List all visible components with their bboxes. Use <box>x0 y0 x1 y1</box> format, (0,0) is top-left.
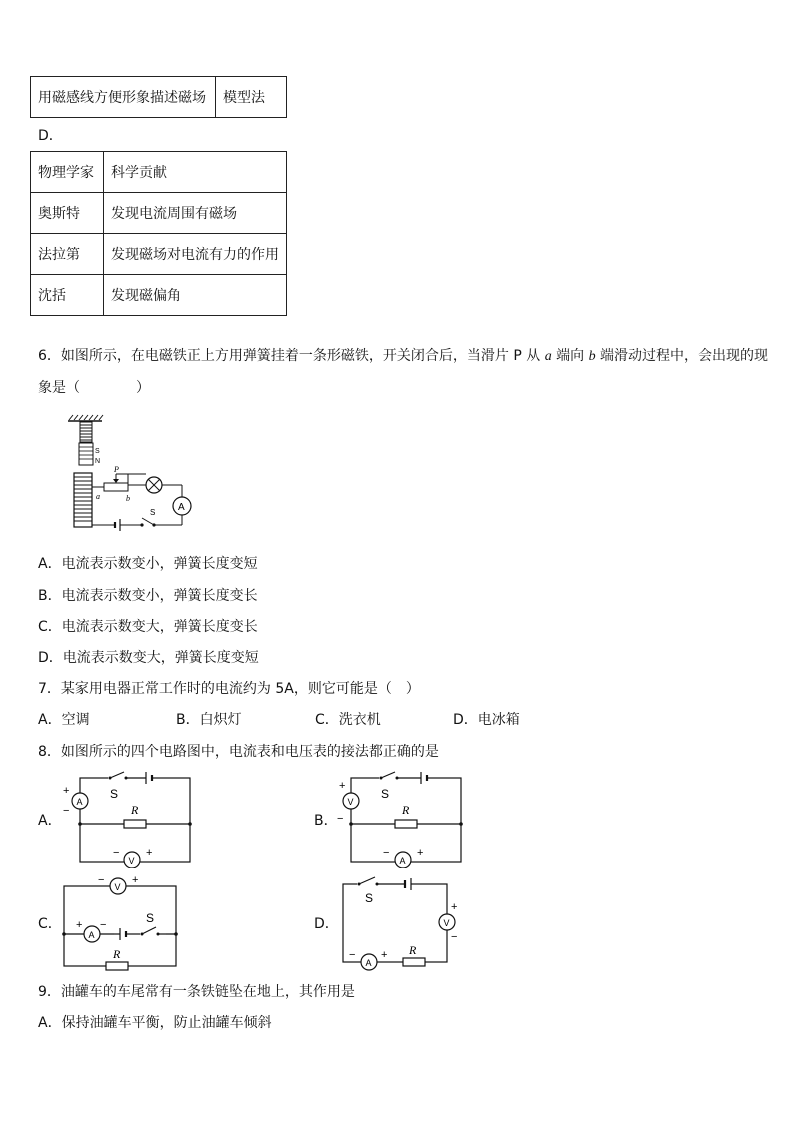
table-cell: 发现磁偏角 <box>104 275 287 316</box>
q8-circuit-c <box>58 872 198 972</box>
q6-stem-line2: 象是（ ） <box>38 380 150 396</box>
svg-text:+: + <box>451 901 458 913</box>
table-cell: 沈括 <box>31 275 104 316</box>
table-cell: 法拉第 <box>31 234 104 275</box>
label-p: P <box>114 465 119 474</box>
label-s-pole: S <box>95 448 100 455</box>
q8-circuit-d <box>333 872 473 972</box>
svg-text:+: + <box>76 919 83 931</box>
table-cell: 科学贡献 <box>104 152 287 193</box>
svg-text:−: − <box>100 919 107 931</box>
ammeter-label: A <box>178 502 185 513</box>
svg-text:−: − <box>349 949 356 961</box>
q8-circuit-a <box>58 768 198 868</box>
svg-text:−: − <box>113 847 120 859</box>
q8-label-a: A． <box>38 813 62 829</box>
svg-text:+: + <box>146 847 153 859</box>
table-cell: 发现电流周围有磁场 <box>104 193 287 234</box>
q7-option-d: D．电冰箱 <box>453 712 520 728</box>
switch-label: S <box>365 891 374 905</box>
q8-circuit-b <box>333 768 473 868</box>
q6-option-d: D．电流表示数变大，弹簧长度变短 <box>38 650 259 666</box>
q9-option-a: A．保持油罐车平衡，防止油罐车倾斜 <box>38 1015 272 1031</box>
svg-text:+: + <box>63 785 70 797</box>
svg-text:−: − <box>451 931 458 943</box>
svg-text:V: V <box>443 918 450 928</box>
label-a: a <box>96 492 100 501</box>
svg-text:V: V <box>347 797 354 807</box>
label-b: b <box>126 494 130 503</box>
resistor-label: R <box>131 803 139 817</box>
q6-stem-line1: 6．如图所示，在电磁铁正上方用弹簧挂着一条形磁铁，开关闭合后，当滑片 P 从 a 端向 b 端滑动过程中，会出现的现 <box>38 348 769 364</box>
resistor-label: R <box>113 947 121 961</box>
q6-option-c: C．电流表示数变大，弹簧长度变长 <box>38 619 258 635</box>
q6-option-b: B．电流表示数变小，弹簧长度变长 <box>38 588 258 604</box>
svg-text:A: A <box>365 958 372 968</box>
q8-label-b: B． <box>314 813 338 829</box>
switch-label: S <box>150 508 156 517</box>
svg-text:−: − <box>337 813 344 825</box>
q8-label-c: C． <box>38 916 62 932</box>
svg-text:A: A <box>399 856 406 866</box>
svg-text:−: − <box>383 847 390 859</box>
svg-text:A: A <box>88 930 95 940</box>
svg-text:+: + <box>132 874 139 886</box>
switch-label: S <box>381 787 390 801</box>
svg-text:+: + <box>339 780 346 792</box>
table-cell: 物理学家 <box>31 152 104 193</box>
table-cell: 奥斯特 <box>31 193 104 234</box>
q9-stem: 9．油罐车的车尾常有一条铁链坠在地上，其作用是 <box>38 984 355 1000</box>
q6-circuit-figure <box>60 413 210 535</box>
table-method <box>30 76 287 118</box>
svg-text:V: V <box>128 856 135 866</box>
q7-option-b: B．白炽灯 <box>176 712 242 728</box>
svg-text:−: − <box>98 874 105 886</box>
q8-label-d: D． <box>314 916 339 932</box>
switch-label: S <box>146 911 155 925</box>
label-n-pole: N <box>95 458 101 465</box>
resistor-label: R <box>402 803 410 817</box>
option-d-label: D． <box>38 128 63 144</box>
table-cell: 发现磁场对电流有力的作用 <box>104 234 287 275</box>
q7-option-a: A．空调 <box>38 712 90 728</box>
table-cell: 模型法 <box>216 77 287 118</box>
q6-option-a: A．电流表示数变小，弹簧长度变短 <box>38 556 258 572</box>
svg-text:+: + <box>381 949 388 961</box>
resistor-label: R <box>409 943 417 957</box>
svg-text:−: − <box>63 805 70 817</box>
q8-stem: 8．如图所示的四个电路图中，电流表和电压表的接法都正确的是 <box>38 744 439 760</box>
svg-text:A: A <box>76 797 83 807</box>
switch-label: S <box>110 787 119 801</box>
svg-text:+: + <box>417 847 424 859</box>
table-cell: 用磁感线方便形象描述磁场 <box>31 77 216 118</box>
svg-text:V: V <box>114 882 121 892</box>
q7-stem: 7．某家用电器正常工作时的电流约为 5A，则它可能是（ ） <box>38 681 420 697</box>
table-physicists <box>30 151 287 316</box>
q7-option-c: C．洗衣机 <box>315 712 381 728</box>
